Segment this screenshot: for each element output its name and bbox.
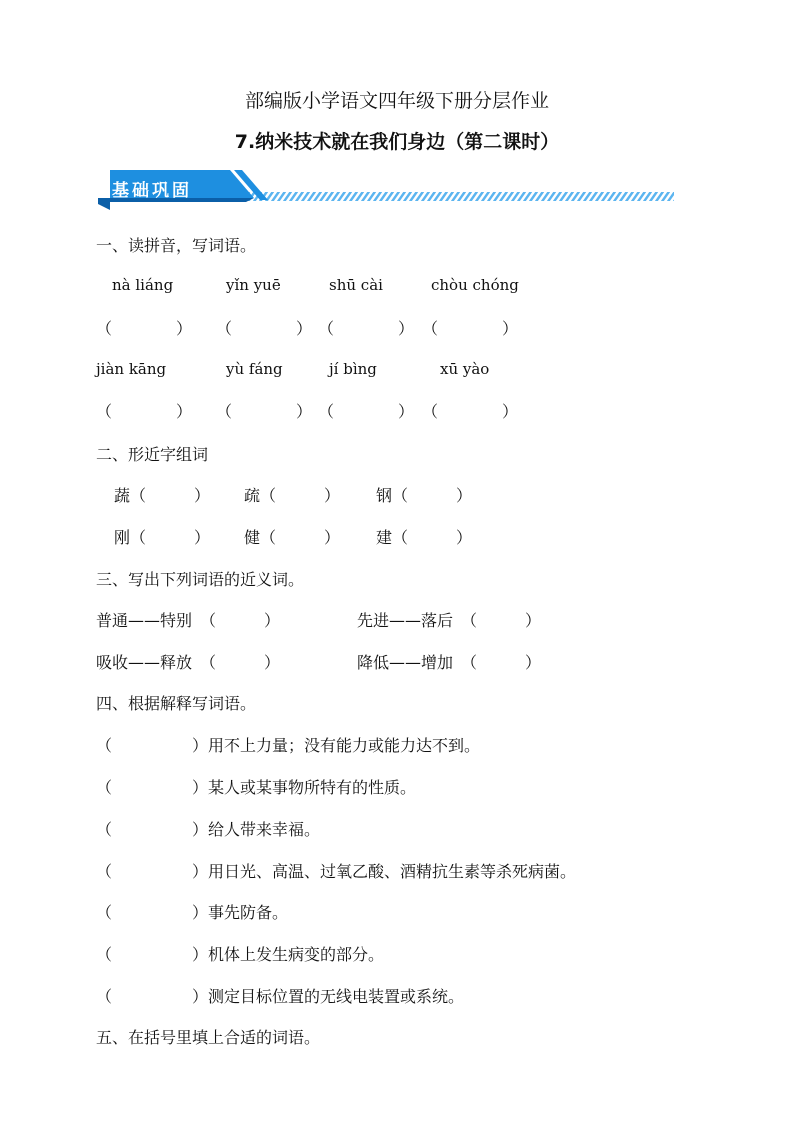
char-item: 健（ ）: [244, 528, 341, 547]
q1-heading: 一、读拼音，写词语。: [96, 236, 257, 255]
document-subtitle: 部编版小学语文四年级下册分层作业: [244, 90, 549, 112]
pinyin-item: nà liáng: [112, 276, 174, 294]
answer-blank[interactable]: （ ）: [96, 319, 193, 338]
pinyin-item: jiàn kāng: [96, 360, 167, 378]
pinyin-item: shū cài: [329, 276, 383, 294]
q2-heading: 二、形近字组词: [96, 445, 209, 464]
char-item: 疏（ ）: [244, 486, 341, 505]
definition-item: （ ）机体上发生病变的部分。: [96, 945, 385, 964]
lesson-title: 7.纳米技术就在我们身边（第二课时）: [234, 131, 560, 153]
answer-blank[interactable]: （ ）: [318, 319, 415, 338]
section-banner-label: 基础巩固: [112, 181, 192, 201]
pinyin-item: xū yào: [440, 360, 490, 378]
synonym-item: 降低——增加 （ ）: [357, 653, 542, 672]
answer-blank[interactable]: （ ）: [96, 402, 193, 421]
answer-blank[interactable]: （ ）: [422, 402, 519, 421]
pinyin-item: yǐn yuē: [226, 276, 281, 294]
answer-blank[interactable]: （ ）: [216, 319, 313, 338]
pinyin-item: jí bìng: [329, 360, 377, 378]
pinyin-item: chòu chóng: [431, 276, 519, 294]
synonym-item: 先进——落后 （ ）: [357, 611, 542, 630]
definition-item: （ ）用日光、高温、过氧乙酸、酒精抗生素等杀死病菌。: [96, 862, 577, 881]
q3-heading: 三、写出下列词语的近义词。: [96, 570, 305, 589]
answer-blank[interactable]: （ ）: [318, 402, 415, 421]
pinyin-item: yù fáng: [226, 360, 283, 378]
char-item: 建（ ）: [376, 528, 473, 547]
definition-item: （ ）用不上力量；没有能力或能力达不到。: [96, 736, 481, 755]
q5-heading: 五、在括号里填上合适的词语。: [96, 1028, 321, 1047]
definition-item: （ ）给人带来幸福。: [96, 820, 321, 839]
synonym-item: 普通——特别 （ ）: [96, 611, 281, 630]
answer-blank[interactable]: （ ）: [422, 319, 519, 338]
synonym-item: 吸收——释放 （ ）: [96, 653, 281, 672]
definition-item: （ ）某人或某事物所特有的性质。: [96, 778, 417, 797]
definition-item: （ ）事先防备。: [96, 903, 289, 922]
char-item: 刚（ ）: [114, 528, 211, 547]
definition-item: （ ）测定目标位置的无线电装置或系统。: [96, 987, 465, 1006]
answer-blank[interactable]: （ ）: [216, 402, 313, 421]
char-item: 蔬（ ）: [114, 486, 211, 505]
q4-heading: 四、根据解释写词语。: [96, 694, 257, 713]
char-item: 钢（ ）: [376, 486, 473, 505]
